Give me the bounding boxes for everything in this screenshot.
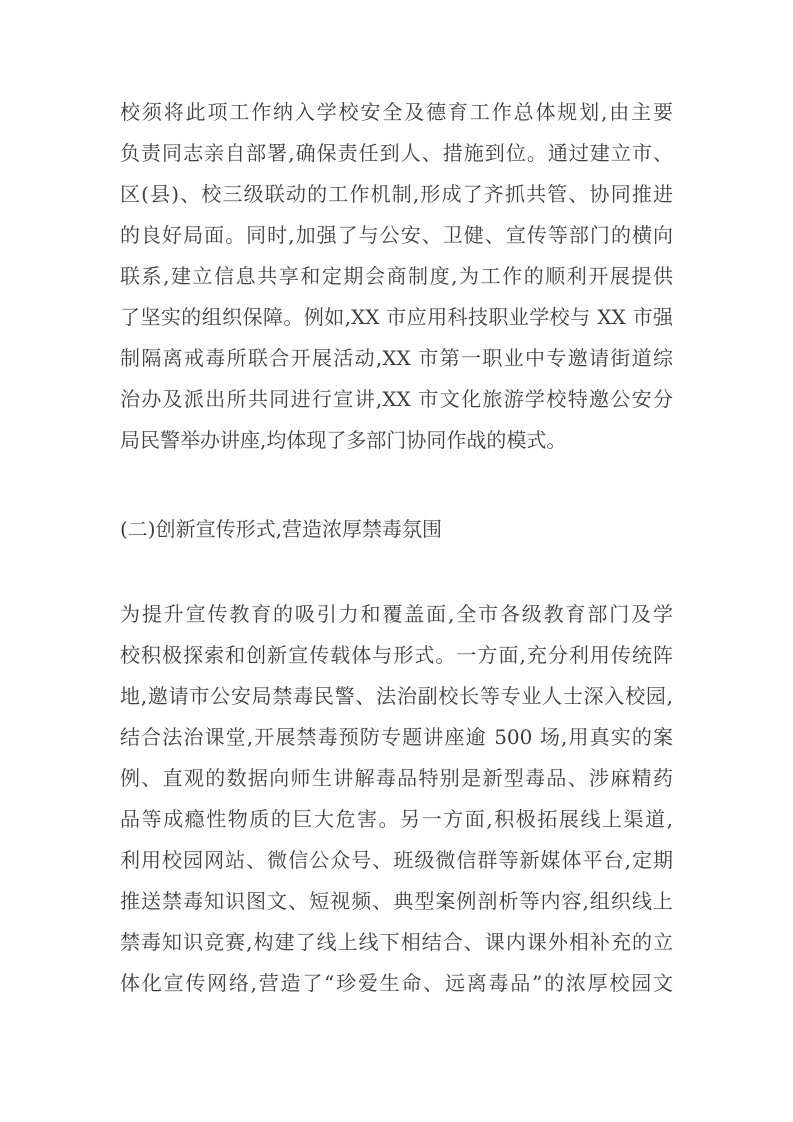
paragraph-line: 结合法治课堂,开展禁毒预防专题讲座逾 500 场,用真实的案	[120, 725, 673, 749]
document-body	[120, 92, 673, 1004]
paragraph-line: 治办及派出所共同进行宣讲,XX 市文化旅游学校特邀公安分	[120, 387, 673, 411]
paragraph-line: 校须将此项工作纳入学校安全及德育工作总体规划,由主要	[120, 100, 673, 124]
paragraph-line: 制隔离戒毒所联合开展活动,XX 市第一职业中专邀请街道综	[120, 346, 673, 370]
paragraph-line: 负责同志亲自部署,确保责任到人、措施到位。通过建立市、	[120, 141, 673, 165]
paragraph-line: 推送禁毒知识图文、短视频、典型案例剖析等内容,组织线上	[120, 889, 673, 913]
paragraph-line: 体化宣传网络,营造了“珍爱生命、远离毒品”的浓厚校园文	[120, 971, 673, 995]
paragraph-line: 禁毒知识竞赛,构建了线上线下相结合、课内课外相补充的立	[120, 930, 673, 954]
paragraph-line: 品等成瘾性物质的巨大危害。另一方面,积极拓展线上渠道,	[120, 807, 673, 831]
paragraph-line: 地,邀请市公安局禁毒民警、法治副校长等专业人士深入校园,	[120, 684, 673, 708]
paragraph-line: 区(县)、校三级联动的工作机制,形成了齐抓共管、协同推进	[120, 182, 673, 206]
paragraph-line: 了坚实的组织保障。例如,XX 市应用科技职业学校与 XX 市强	[120, 305, 673, 329]
paragraph-line: 利用校园网站、微信公众号、班级微信群等新媒体平台,定期	[120, 848, 673, 872]
paragraph-line: 例、直观的数据向师生讲解毒品特别是新型毒品、涉麻精药	[120, 766, 673, 790]
paragraph-2	[120, 594, 673, 1004]
paragraph-line: 的良好局面。同时,加强了与公安、卫健、宣传等部门的横向	[120, 223, 673, 247]
paragraph-line: 联系,建立信息共享和定期会商制度,为工作的顺利开展提供	[120, 264, 673, 288]
section-heading: (二)创新宣传形式,营造浓厚禁毒氛围	[120, 517, 442, 541]
paragraph-1	[120, 92, 673, 461]
paragraph-line: 为提升宣传教育的吸引力和覆盖面,全市各级教育部门及学	[120, 602, 673, 626]
paragraph-line: 局民警举办讲座,均体现了多部门协同作战的模式。	[120, 428, 567, 452]
paragraph-line: 校积极探索和创新宣传载体与形式。一方面,充分利用传统阵	[120, 643, 673, 667]
